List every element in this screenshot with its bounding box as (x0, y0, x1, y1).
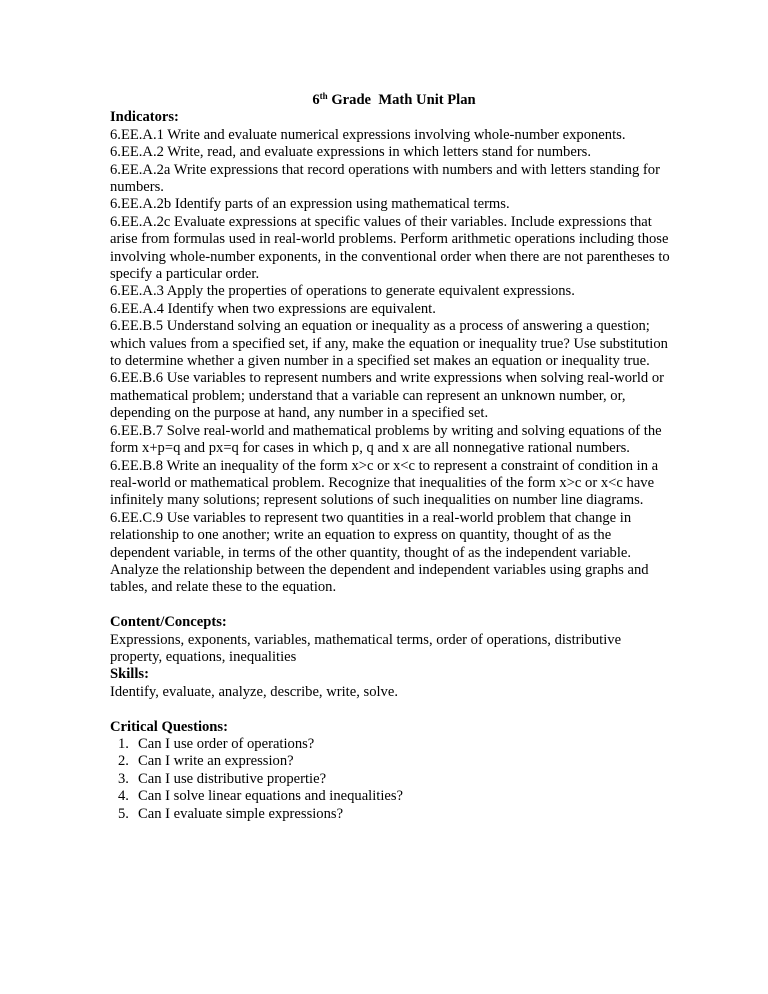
indicator-item: 6.EE.A.2b Identify parts of an expression using mathematical terms. (110, 196, 510, 213)
indicator-item: 6.EE.B.6 Use variables to represent numbers and write expressions when solving real-world or mathematical problem; understand that a variable can represent an unknown number, or, depending on the purpose at hand, any number in a specified set. (110, 370, 665, 422)
skills-heading: Skills: (110, 666, 149, 683)
question-item (118, 735, 670, 753)
title-grade-number: 6 (312, 92, 320, 108)
indicator-item: 6.EE.B.5 Understand solving an equation or inequality as a process of answering a question; which values from a specified set, if any, make the equation or inequality true? Use substitution to determine whether a given number in a specified set makes an equation or inequality true. (110, 318, 668, 370)
question-item (118, 753, 670, 770)
question-text: Can I solve linear equations and inequalities? (138, 788, 404, 805)
content-text: Expressions, exponents, variables, mathematical terms, order of operations, distributive property, equations, inequalities (110, 631, 622, 665)
questions-heading: Critical Questions: (110, 718, 228, 735)
page-title (118, 92, 670, 109)
question-text: Can I use distributive propertie? (138, 770, 327, 787)
question-number: 5. (118, 805, 129, 822)
indicators-list (110, 127, 670, 597)
section-spacer (110, 701, 670, 718)
question-item (118, 788, 670, 805)
indicator-item: 6.EE.A.2 Write, read, and evaluate expressions in which letters stand for numbers. (110, 144, 592, 161)
indicator-item: 6.EE.A.1 Write and evaluate numerical expressions involving whole-number exponents. (110, 126, 626, 143)
indicator-item: 6.EE.A.3 Apply the properties of operations to generate equivalent expressions. (110, 283, 575, 300)
question-item (118, 805, 670, 823)
questions-list (110, 736, 670, 823)
section-spacer (110, 597, 670, 614)
indicator-item: 6.EE.A.2c Evaluate expressions at specific values of their variables. Include expressions that arise from formulas used in real-world problems. Perform arithmetic operations including those involving whole-number exponents, in the conventional order when there are not parentheses to specify a particular order. (110, 213, 670, 283)
question-number: 3. (118, 770, 129, 787)
question-item (118, 770, 670, 788)
question-text: Can I use order of operations? (138, 735, 315, 752)
indicator-item: 6.EE.B.8 Write an inequality of the form x>c or x<c to represent a constraint of condition in a real-world or mathematical problem. Recognize that inequalities of the form x>c or x<c have infinitely many solutions; represent solutions of such inequalities on number line diagrams. (110, 457, 659, 509)
indicator-item: 6.EE.A.4 Identify when two expressions are equivalent. (110, 300, 436, 317)
title-grade-suffix: th (319, 91, 328, 101)
question-number: 2. (118, 753, 129, 770)
document-page (110, 92, 670, 823)
question-text: Can I evaluate simple expressions? (138, 805, 344, 822)
skills-text: Identify, evaluate, analyze, describe, write, solve. (110, 683, 398, 700)
indicators-heading: Indicators: (110, 109, 179, 126)
indicator-item: 6.EE.B.7 Solve real-world and mathematical problems by writing and solving equations of the form x+p=q and px=q for cases in which p, q and x are all nonnegative rational numbers. (110, 422, 662, 457)
indicator-item: 6.EE.C.9 Use variables to represent two quantities in a real-world problem that change in relationship to one another; write an equation to express on quantity, thought of as the dependent variable, in terms of the other quantity, thought of as the independent variable. Analyze the relationship between the dependent and independent variables using graphs and tables, and relate these to the equation. (110, 509, 649, 596)
question-number: 4. (118, 788, 129, 805)
title-rest: Grade Math Unit Plan (327, 92, 476, 108)
indicator-item: 6.EE.A.2a Write expressions that record operations with numbers and with letters standing for numbers. (110, 161, 660, 196)
question-text: Can I write an expression? (138, 753, 294, 770)
question-number: 1. (118, 735, 129, 752)
content-heading: Content/Concepts: (110, 614, 227, 631)
